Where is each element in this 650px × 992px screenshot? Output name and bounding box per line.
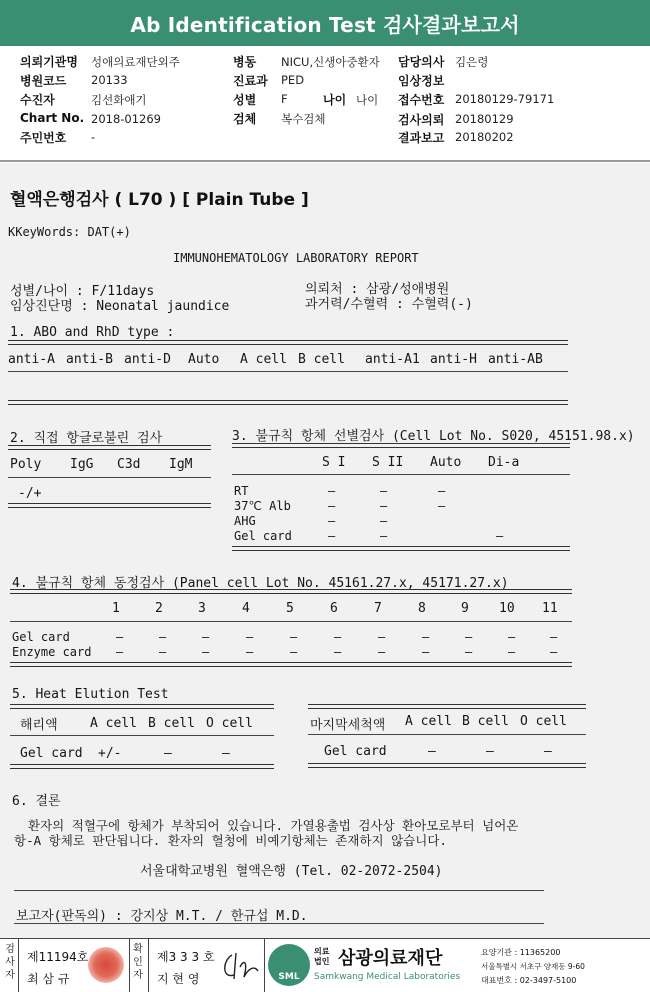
patient-info <box>0 48 650 160</box>
sec4-title: 4. 불규칙 항체 동정검사 (Panel cell Lot No. 45161.27.x, 45171.27.x) <box>12 576 509 591</box>
sec3-row-label: AHG <box>234 514 256 528</box>
specimen-label: 검체 <box>233 112 257 126</box>
sec4-cell: – <box>378 645 386 659</box>
report-date-label: 결과보고 <box>398 131 445 145</box>
doctor-label: 담당의사 <box>398 55 445 69</box>
sec5-left-rule-mid <box>10 735 274 736</box>
sec1-col: anti-D <box>124 352 171 367</box>
doc-title: 혈액은행검사 ( L70 ) [ Plain Tube ] <box>10 190 309 210</box>
examiner-label: 검사자 <box>5 944 15 981</box>
sec5-right-head: 마지막세척액 <box>310 718 386 733</box>
reporter-rule-bottom <box>14 923 544 924</box>
sec3-title: 3. 불규칙 항체 선별검사 (Cell Lot No. S020, 45151.98.x) <box>232 429 635 444</box>
sec5-left-cell: – <box>222 746 230 761</box>
hospital-value: 성애의료재단외주 <box>91 55 180 69</box>
lab-title: IMMUNOHEMATOLOGY LABORATORY REPORT <box>173 251 419 265</box>
sec4-row-label: Gel card <box>12 630 70 644</box>
sec5-right-cell: – <box>544 744 552 759</box>
sex-label: 성별 <box>233 93 257 107</box>
sec4-cell: – <box>334 630 342 644</box>
sec5-right-cell: – <box>486 744 494 759</box>
sec2-col: C3d <box>117 457 141 472</box>
rrn-value: - <box>91 130 96 144</box>
sec5-right-head: B cell <box>462 714 509 729</box>
sec4-col: 11 <box>542 601 558 616</box>
sec1-col: anti-H <box>430 352 477 367</box>
sec5-left-cell: +/- <box>98 746 122 761</box>
sec5-right-rule-top <box>308 704 586 709</box>
sec4-cell: – <box>159 645 167 659</box>
conclusion-line-2: 항-A 항체로 판단됩니다. 환자의 혈청에 비예기항체는 존재하지 않습니다. <box>14 833 447 848</box>
sec4-col: 9 <box>461 601 469 616</box>
footer-divider <box>18 939 19 992</box>
footer-divider <box>129 939 130 992</box>
requester: 의뢰처 : 삼광/성애병원 <box>305 282 450 297</box>
chart-label: Chart No. <box>20 111 85 125</box>
sec1-rule-bottom <box>8 400 568 405</box>
request-value: 20180129 <box>455 112 514 126</box>
sec4-col: 4 <box>242 601 250 616</box>
keywords: KKeyWords: DAT(+) <box>8 225 131 239</box>
care-number: 요양기관 : 11365200 <box>481 948 561 957</box>
diagnosis: 임상진단명 : Neonatal jaundice <box>10 299 230 314</box>
age-value: 나이 <box>356 93 379 107</box>
sec2-rule-bottom <box>8 503 211 508</box>
receipt-value: 20180129-79171 <box>455 92 555 106</box>
header-divider <box>0 160 650 162</box>
sec4-cell: – <box>246 645 254 659</box>
sec1-col: Auto <box>188 352 220 367</box>
sec1-col: B cell <box>298 352 345 367</box>
confirmer-name: 지 현 영 <box>157 972 200 986</box>
examiner-name: 최 삼 규 <box>27 972 70 986</box>
sec4-cell: – <box>202 645 210 659</box>
sec3-row-label: RT <box>234 484 249 498</box>
patient-value: 김선화애기 <box>91 93 147 107</box>
sec4-col: 10 <box>499 601 515 616</box>
sec3-col: S I <box>322 455 346 470</box>
sec1-col: A cell <box>240 352 287 367</box>
sec4-rule-bottom <box>10 662 572 667</box>
receipt-label: 접수번호 <box>398 93 445 107</box>
footer-divider <box>148 939 149 992</box>
sec4-cell: – <box>508 630 516 644</box>
sec5-right-head: A cell <box>405 714 452 729</box>
patient-label: 수진자 <box>20 93 55 107</box>
sec1-col: anti-A1 <box>365 352 420 367</box>
sec2-title: 2. 직접 항글로불린 검사 <box>10 431 163 446</box>
sec3-col: Auto <box>430 455 462 470</box>
sec4-rule-mid <box>10 621 572 622</box>
sec4-rule-top <box>10 589 572 594</box>
confirmer-number: 제3 3 3 호 <box>157 950 215 964</box>
sec5-right-head: O cell <box>520 714 567 729</box>
sec4-col: 7 <box>374 601 382 616</box>
sec2-col: IgG <box>70 457 94 472</box>
sec2-rule-mid <box>8 477 211 478</box>
sec3-rule-bottom <box>232 546 570 551</box>
sec4-cell: – <box>202 630 210 644</box>
sec3-rule-mid <box>232 474 570 475</box>
sec3-cell: – <box>438 484 446 498</box>
sec4-cell: – <box>290 630 298 644</box>
sec4-cell: – <box>334 645 342 659</box>
ward-label: 병동 <box>233 55 257 69</box>
sec5-left-cell: – <box>164 746 172 761</box>
sec5-right-cell: – <box>428 744 436 759</box>
report-date-value: 20180202 <box>455 130 514 144</box>
request-label: 검사의뢰 <box>398 113 445 127</box>
logo-text: SML <box>278 972 300 982</box>
sec5-left-head: B cell <box>148 716 195 731</box>
hospital-line: 서울대학교병원 혈액은행 (Tel. 02-2072-2504) <box>140 864 443 879</box>
code-value: 20133 <box>91 73 128 87</box>
sec4-col: 5 <box>286 601 294 616</box>
footer-divider <box>264 939 265 992</box>
rrn-label: 주민번호 <box>20 131 67 145</box>
sec4-cell: – <box>246 630 254 644</box>
sec5-left-head: 해리액 <box>20 718 58 733</box>
org-phone: 대표번호 : 02-3497-5100 <box>481 976 577 985</box>
sec5-right-rule-mid <box>308 734 586 735</box>
sec3-cell: – <box>380 499 388 513</box>
reporter-line: 보고자(판독의) : 강지상 M.T. / 한규섭 M.D. <box>16 909 308 924</box>
sec3-cell: – <box>496 529 504 543</box>
sec4-cell: – <box>159 630 167 644</box>
examiner-seal-icon <box>88 947 124 983</box>
sec3-row-label: 37℃ Alb <box>234 499 291 513</box>
sec4-cell: – <box>290 645 298 659</box>
sec4-col: 6 <box>330 601 338 616</box>
reporter-rule-top <box>14 890 544 891</box>
sec1-title: 1. ABO and RhD type : <box>10 325 175 340</box>
sec4-cell: – <box>378 630 386 644</box>
hospital-label: 의뢰기관명 <box>20 55 78 69</box>
footer <box>0 938 650 992</box>
sml-logo-icon <box>268 944 310 986</box>
org-english: Samkwang Medical Laboratories <box>314 972 461 982</box>
sec4-cell: – <box>465 645 473 659</box>
code-label: 병원코드 <box>20 74 67 88</box>
chart-value: 2018-01269 <box>91 112 161 126</box>
sec4-cell: – <box>550 630 558 644</box>
sec4-cell: – <box>550 645 558 659</box>
sec4-cell: – <box>422 630 430 644</box>
sec1-rule-mid <box>8 371 568 372</box>
sec3-col: Di-a <box>488 455 520 470</box>
sec6-title: 6. 결론 <box>12 794 61 809</box>
sec5-left-rule-bottom <box>10 764 274 769</box>
history: 과거력/수혈력 : 수혈력(-) <box>305 297 473 312</box>
sec4-cell: – <box>116 630 124 644</box>
confirmer-signature-icon <box>218 949 260 983</box>
sec2-col: IgM <box>169 457 193 472</box>
report-banner <box>0 0 650 46</box>
org-prefix: 의료법인 <box>314 947 330 966</box>
confirmer-label: 확인자 <box>133 944 143 981</box>
org-address: 서울특별시 서초구 양재동 9-60 <box>481 962 585 971</box>
specimen-value: 복수검체 <box>281 112 326 126</box>
sec1-col: anti-B <box>66 352 113 367</box>
sec3-cell: – <box>328 529 336 543</box>
conclusion-line-1: 환자의 적혈구에 항체가 부착되어 있습니다. 가열용출법 검사상 환아모로부터 넘어온 <box>28 818 519 833</box>
sec5-right-cell: Gel card <box>324 744 387 759</box>
sec4-col: 1 <box>112 601 120 616</box>
scanned-report <box>0 163 650 938</box>
examiner-number: 제11194호 <box>27 950 89 964</box>
sec5-left-rule-top <box>10 704 274 709</box>
sec2-col: Poly <box>10 457 42 472</box>
sec5-left-head: A cell <box>90 716 137 731</box>
ward-value: NICU,신생아중환자 <box>281 55 380 69</box>
sex-value: F <box>281 92 288 106</box>
sec5-left-cell: Gel card <box>20 746 83 761</box>
org-name: 삼광의료재단 <box>338 948 443 969</box>
sec3-col: S II <box>372 455 404 470</box>
sec1-col: anti-A <box>8 352 55 367</box>
sec4-cell: – <box>422 645 430 659</box>
sec2-result: -/+ <box>18 486 42 501</box>
sec4-cell: – <box>508 645 516 659</box>
sex-age: 성별/나이 : F/11days <box>10 284 155 299</box>
sec4-cell: – <box>465 630 473 644</box>
dept-label: 진료과 <box>233 74 268 88</box>
dept-value: PED <box>281 73 305 87</box>
sec4-col: 3 <box>198 601 206 616</box>
sec2-rule-top <box>8 445 211 450</box>
sec3-cell: – <box>380 484 388 498</box>
sec3-cell: – <box>328 484 336 498</box>
sec3-rule-top <box>232 443 570 448</box>
report-title: Ab Identification Test 검사결과보고서 <box>130 12 520 37</box>
sec3-cell: – <box>438 499 446 513</box>
sec5-title: 5. Heat Elution Test <box>12 687 169 702</box>
sec1-col: anti-AB <box>488 352 543 367</box>
sec4-cell: – <box>116 645 124 659</box>
sec4-col: 8 <box>418 601 426 616</box>
sec3-row-label: Gel card <box>234 529 292 543</box>
sec3-cell: – <box>380 529 388 543</box>
sec4-col: 2 <box>155 601 163 616</box>
sec5-left-head: O cell <box>206 716 253 731</box>
clinical-label: 임상정보 <box>398 74 445 88</box>
sec3-cell: – <box>380 514 388 528</box>
sec4-row-label: Enzyme card <box>12 645 92 659</box>
sec3-cell: – <box>328 499 336 513</box>
sec5-right-rule-bottom <box>308 763 586 768</box>
sec1-rule-top <box>8 340 568 345</box>
age-label: 나이 <box>323 93 347 107</box>
sec3-cell: – <box>328 514 336 528</box>
doctor-value: 김은령 <box>455 55 489 69</box>
